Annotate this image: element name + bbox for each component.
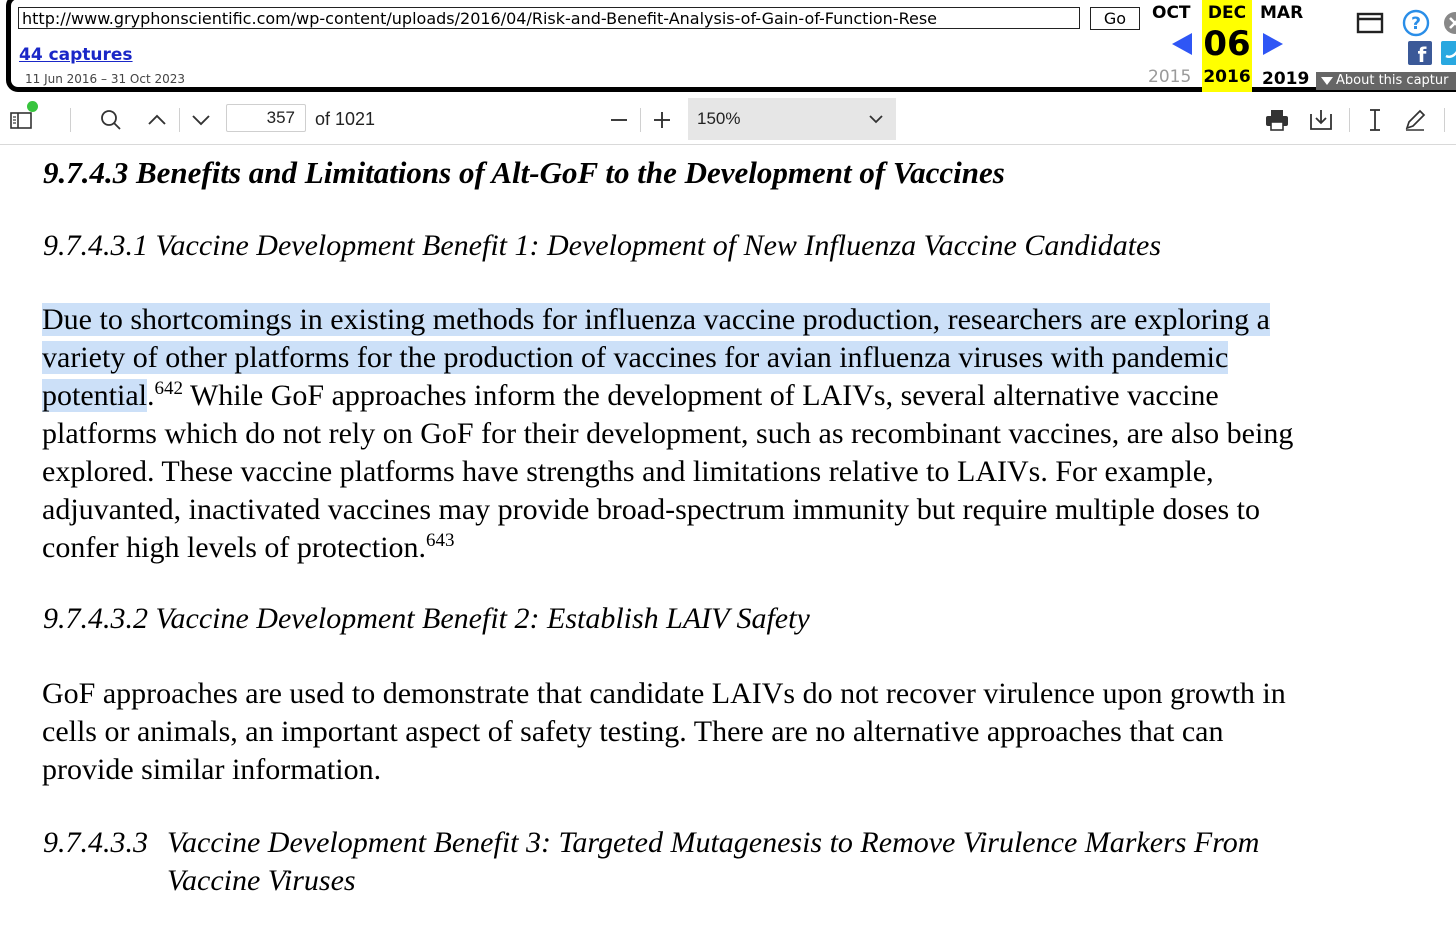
current-year-label: 2016 — [1203, 67, 1251, 87]
next-month-label[interactable]: MAR — [1260, 3, 1304, 23]
heading-text: Vaccine Development Benefit 3: Targeted Mutagenesis to Remove Virulence Markers From — [167, 826, 1260, 859]
text-line: GoF approaches are used to demonstrate that candidate LAIVs do not recover virulence upon growth in — [42, 677, 1286, 710]
find-button[interactable] — [94, 96, 128, 144]
toolbar-separator — [1444, 108, 1445, 132]
text-line: platforms which do not rely on GoF for their development, such as recombinant vaccines, are also being — [42, 417, 1294, 450]
heading-number: 9.7.4.3.3 — [43, 826, 148, 859]
text-line: cells or animals, an important aspect of safety testing. There are no alternative approaches that can — [42, 715, 1224, 748]
toolbar-separator — [640, 108, 641, 132]
subsection-heading-2: 9.7.4.3.2 Vaccine Development Benefit 2: Establish LAIV Safety — [43, 602, 810, 635]
svg-text:f: f — [1417, 43, 1427, 65]
wayback-url-input[interactable] — [18, 7, 1080, 29]
previous-page-button[interactable] — [140, 96, 174, 144]
twitter-icon[interactable] — [1441, 41, 1456, 70]
zoom-out-button[interactable] — [602, 96, 636, 144]
save-button[interactable] — [1304, 96, 1338, 144]
next-capture-arrow-icon[interactable] — [1263, 33, 1283, 55]
text-run: . — [146, 379, 155, 412]
selected-text: variety of other platforms for the production of vaccines for avian influenza viruses with pandemic — [42, 341, 1229, 374]
footnote-ref: 643 — [426, 530, 455, 551]
wayback-toolbar — [0, 0, 1456, 96]
paragraph-1 — [42, 301, 1432, 567]
text-run: While GoF approaches inform the development of LAIVs, several alternative vaccine — [182, 379, 1219, 412]
pencil-icon — [1402, 107, 1428, 133]
chevron-down-icon — [868, 112, 884, 126]
pdf-page-content — [0, 145, 1456, 933]
wayback-go-button[interactable]: Go — [1090, 7, 1140, 30]
current-day-label: 06 — [1203, 24, 1251, 64]
close-icon[interactable] — [1442, 10, 1456, 41]
page-number-input[interactable] — [226, 104, 306, 132]
minus-icon — [608, 109, 630, 131]
subsection-heading-1: 9.7.4.3.1 Vaccine Development Benefit 1: Development of New Influenza Vaccine Candidates — [43, 229, 1162, 262]
current-month-label: DEC — [1207, 3, 1247, 23]
print-button[interactable] — [1260, 96, 1294, 144]
help-icon[interactable] — [1402, 9, 1430, 42]
next-year-label[interactable]: 2019 — [1262, 69, 1310, 89]
heading-text: Vaccine Viruses — [167, 864, 356, 897]
section-heading: 9.7.4.3 Benefits and Limitations of Alt-GoF to the Development of Vaccines — [43, 155, 1005, 190]
chevron-down-icon — [190, 109, 212, 131]
next-page-button[interactable] — [184, 96, 218, 144]
capture-date-range: 11 Jun 2016 – 31 Oct 2023 — [25, 72, 186, 86]
about-capture-button[interactable] — [1316, 72, 1456, 90]
toolbar-separator — [1349, 108, 1350, 132]
subsection-heading-3 — [43, 824, 1433, 900]
window-icon[interactable] — [1356, 11, 1384, 40]
sidebar-toggle-icon — [9, 110, 33, 130]
text-cursor-icon — [1365, 107, 1385, 133]
text-line: provide similar information. — [42, 753, 382, 786]
captures-link[interactable]: 44 captures — [19, 45, 133, 65]
chevron-up-icon — [146, 109, 168, 131]
prev-month-label[interactable]: OCT — [1152, 3, 1191, 23]
zoom-select[interactable] — [688, 98, 896, 140]
draw-button[interactable] — [1398, 96, 1432, 144]
pdf-viewer-toolbar — [0, 96, 1456, 145]
caret-down-icon — [1321, 77, 1333, 85]
download-icon — [1308, 108, 1334, 132]
plus-icon — [651, 109, 673, 131]
selected-text: Due to shortcomings in existing methods for influenza vaccine production, researchers are exploring a — [42, 303, 1270, 336]
status-dot-icon — [27, 101, 38, 112]
text-run: confer high levels of protection. — [42, 531, 427, 564]
toolbar-separator — [70, 108, 71, 132]
paragraph-2 — [42, 675, 1432, 789]
prev-capture-arrow-icon[interactable] — [1172, 33, 1192, 55]
zoom-in-button[interactable] — [645, 96, 679, 144]
footnote-ref: 642 — [154, 378, 183, 399]
toolbar-separator — [179, 108, 180, 132]
text-select-button[interactable] — [1358, 96, 1392, 144]
facebook-icon[interactable] — [1408, 41, 1432, 70]
prev-year-label[interactable]: 2015 — [1148, 67, 1192, 87]
search-icon — [99, 108, 123, 132]
text-line: adjuvanted, inactivated vaccines may provide broad-spectrum immunity but require multiple doses to — [42, 493, 1260, 526]
selected-text: potential — [42, 379, 147, 412]
printer-icon — [1264, 108, 1290, 132]
page-count-label: of 1021 — [315, 109, 376, 129]
text-line: explored. These vaccine platforms have strengths and limitations relative to LAIVs. For example, — [42, 455, 1214, 488]
current-capture-column — [1202, 0, 1252, 92]
svg-text:?: ? — [1411, 14, 1421, 34]
about-capture-label: About this captur — [1336, 73, 1449, 88]
zoom-value: 150% — [697, 109, 741, 128]
